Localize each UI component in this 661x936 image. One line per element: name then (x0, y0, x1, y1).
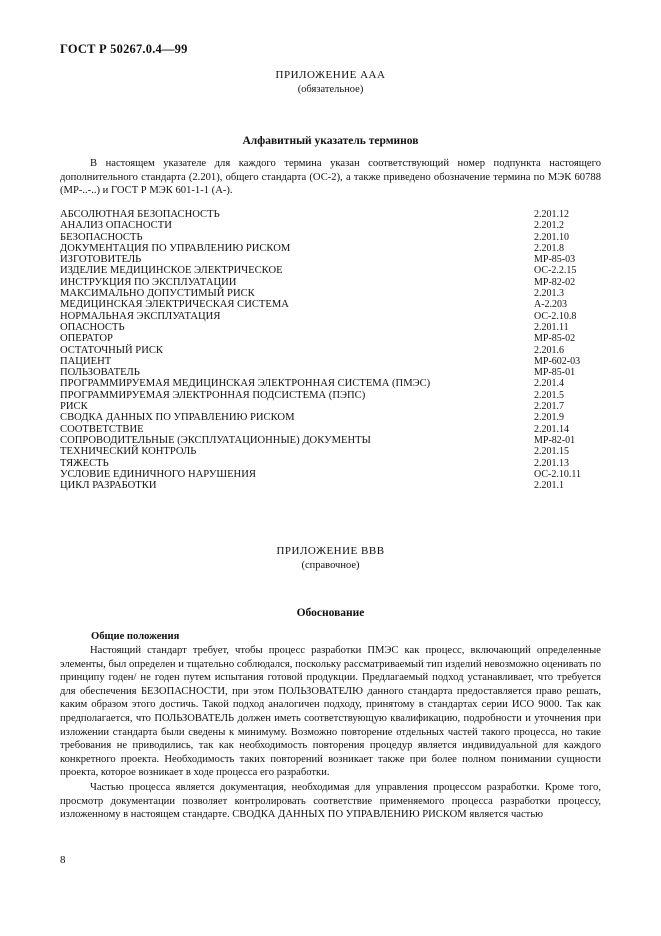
term-name: ИНСТРУКЦИЯ ПО ЭКСПЛУАТАЦИИ (60, 276, 237, 288)
term-code: ОС-2.10.11 (534, 468, 581, 480)
term-row (60, 356, 601, 367)
term-name: СВОДКА ДАННЫХ ПО УПРАВЛЕНИЮ РИСКОМ (60, 412, 295, 424)
term-name: БЕЗОПАСНОСТЬ (60, 231, 143, 243)
term-name: МЕДИЦИНСКАЯ ЭЛЕКТРИЧЕСКАЯ СИСТЕМА (60, 299, 289, 311)
term-name: ДОКУМЕНТАЦИЯ ПО УПРАВЛЕНИЮ РИСКОМ (60, 242, 291, 254)
term-name: УСЛОВИЕ ЕДИНИЧНОГО НАРУШЕНИЯ (60, 468, 256, 480)
term-row (60, 412, 601, 423)
term-code: 2.201.8 (534, 242, 564, 254)
term-code: 2.201.11 (534, 321, 569, 333)
term-code: ОС-2.2.15 (534, 265, 577, 277)
term-name: СООТВЕТСТВИЕ (60, 423, 144, 435)
term-name: ИЗДЕЛИЕ МЕДИЦИНСКОЕ ЭЛЕКТРИЧЕСКОЕ (60, 265, 283, 277)
general-provisions-heading: Общие положения (91, 631, 180, 642)
term-row (60, 254, 601, 265)
term-row (60, 243, 601, 254)
term-code: 2.201.14 (534, 423, 569, 435)
term-row (60, 333, 601, 344)
term-row (60, 322, 601, 333)
term-name: ЦИКЛ РАЗРАБОТКИ (60, 480, 157, 492)
rationale-paragraph-1: Настоящий стандарт требует, чтобы процесс разработки ПМЭС как процесс, включающий определенные элементы, был определен и тщательно соблюдался, поскольку рассматриваемый тип изделий невозможно оценивать по принципу годен/ не годен путем испытания готовой продукции. Предлагаемый подход устанавливает, что требуется для обеспечения БЕЗОПАСНОСТИ, при этом ПОЛЬЗОВАТЕЛЮ данного стандарта предоставляется право решать, каким образом этого достичь. Такой подход аналогичен подходу, принятому в стандартах серии ИСО 9000. Так как предполагается, что ПОЛЬЗОВАТЕЛЬ должен иметь соответствующую квалификацию, подробности и уточнения при изложении стандарта были сведены к минимуму. Возможно повторение отдельных частей такого процесса, но такие требования не приводились, так как необходимость повторения процедур является индивидуальной для каждого конкретного проекта. Необходимость таких повторений возникает также при более полном понимании сущности проекта, которое возникает в ходе процесса его разработки. (60, 645, 601, 779)
term-name: ОПЕРАТОР (60, 333, 113, 345)
term-name: ИЗГОТОВИТЕЛЬ (60, 254, 142, 266)
term-code: 2.201.15 (534, 446, 569, 458)
term-code: 2.201.3 (534, 288, 564, 300)
term-name: ПОЛЬЗОВАТЕЛЬ (60, 367, 140, 379)
term-name: ПРОГРАММИРУЕМАЯ МЕДИЦИНСКАЯ ЭЛЕКТРОННАЯ СИСТЕМА (ПМЭС) (60, 378, 431, 390)
term-code: 2.201.5 (534, 389, 564, 401)
rationale-section-title: Обоснование (296, 607, 365, 619)
term-code: МР-82-02 (534, 276, 576, 288)
term-code: 2.201.12 (534, 209, 569, 220)
term-code: 2.201.6 (534, 344, 564, 356)
term-row (60, 390, 601, 401)
term-name: СОПРОВОДИТЕЛЬНЫЕ (ЭКСПЛУАТАЦИОННЫЕ) ДОКУМЕНТЫ (60, 434, 371, 446)
term-row (60, 469, 601, 480)
term-code: 2.201.9 (534, 412, 564, 424)
term-name: РИСК (60, 401, 88, 413)
annex-b-title: ПРИЛОЖЕНИЕ ВВВ (276, 545, 385, 557)
term-code: 2.201.13 (534, 457, 569, 469)
term-row (60, 435, 601, 446)
term-row (60, 311, 601, 322)
index-section-title: Алфавитный указатель терминов (242, 135, 419, 147)
term-code: МР-85-03 (534, 254, 576, 266)
annex-a-status: (обязательное) (297, 84, 364, 95)
term-name: НОРМАЛЬНАЯ ЭКСПЛУАТАЦИЯ (60, 310, 221, 322)
term-name: ПРОГРАММИРУЕМАЯ ЭЛЕКТРОННАЯ ПОДСИСТЕМА (ПЭПС) (60, 389, 366, 401)
document-header: ГОСТ Р 50267.0.4—99 (60, 42, 188, 56)
term-code: МР-85-01 (534, 367, 576, 379)
term-row (60, 299, 601, 310)
term-name: ОСТАТОЧНЫЙ РИСК (60, 344, 163, 356)
term-row (60, 446, 601, 457)
annex-a-title: ПРИЛОЖЕНИЕ ААА (275, 69, 386, 81)
term-row (60, 220, 601, 231)
term-code: МР-602-03 (534, 355, 581, 367)
term-row (60, 424, 601, 435)
term-row (60, 209, 601, 220)
term-name: АНАЛИЗ ОПАСНОСТИ (60, 220, 172, 232)
term-row (60, 401, 601, 412)
term-name: ПАЦИЕНТ (60, 355, 112, 367)
rationale-paragraph-2: Частью процесса является документация, необходимая для управления процессом разработки. Кроме того, просмотр документации позволяет контролировать соответствие применяемого процесса разработки процессу, изложенному в настоящем стандарте. СВОДКА ДАННЫХ ПО УПРАВЛЕНИЮ РИСКОМ является частью (60, 782, 601, 821)
terms-index-list (60, 209, 601, 491)
term-name: ОПАСНОСТЬ (60, 321, 125, 333)
index-intro-paragraph: В настоящем указателе для каждого термина указан соответствующий номер подпункта настоящего дополнительного стандарта (2.201), общего стандарта (ОС-2), а также приведено обозначение термина по МЭК 60788 (МР-..-..) и ГОСТ Р МЭК 601-1-1 (А-). (60, 158, 601, 197)
term-row (60, 277, 601, 288)
term-code: 2.201.4 (534, 378, 564, 390)
term-row (60, 367, 601, 378)
term-code: ОС-2.10.8 (534, 310, 577, 322)
term-code: 2.201.10 (534, 231, 569, 243)
term-code: 2.201.7 (534, 401, 564, 413)
term-code: 2.201.1 (534, 480, 564, 492)
term-name: МАКСИМАЛЬНО ДОПУСТИМЫЙ РИСК (60, 288, 255, 300)
term-row (60, 288, 601, 299)
term-row (60, 345, 601, 356)
term-name: АБСОЛЮТНАЯ БЕЗОПАСНОСТЬ (60, 209, 220, 220)
term-row (60, 458, 601, 469)
term-name: ТЯЖЕСТЬ (60, 457, 109, 469)
annex-b-status: (справочное) (301, 560, 360, 571)
term-code: А-2.203 (534, 299, 568, 311)
term-name: ТЕХНИЧЕСКИЙ КОНТРОЛЬ (60, 446, 197, 458)
term-row (60, 480, 601, 491)
page-number: 8 (60, 854, 66, 866)
term-code: МР-82-01 (534, 434, 576, 446)
term-row (60, 232, 601, 243)
term-code: 2.201.2 (534, 220, 564, 232)
term-row (60, 378, 601, 389)
term-row (60, 265, 601, 276)
term-code: МР-85-02 (534, 333, 576, 345)
